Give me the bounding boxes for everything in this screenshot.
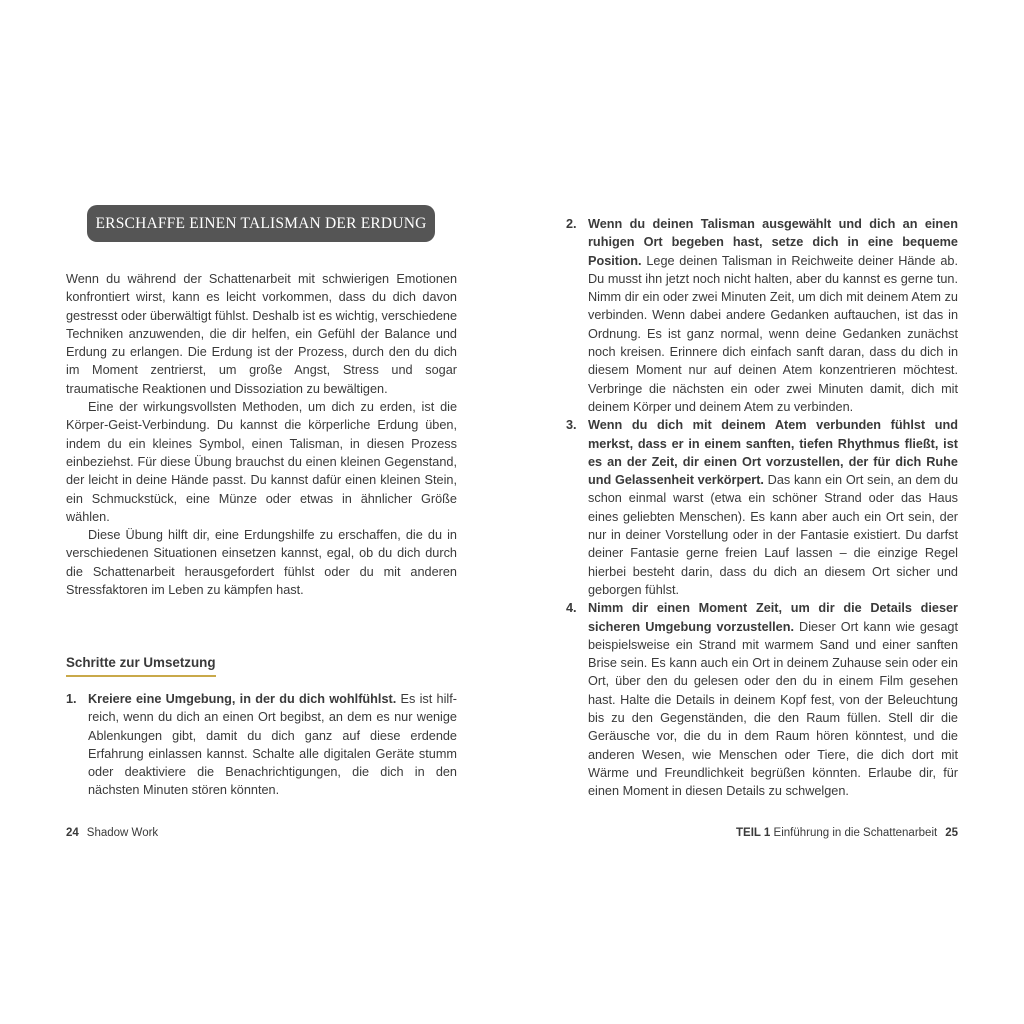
step-lead: Nimm dir einen Moment Zeit, um dir die Details dieser sicheren Umgebung vorzustellen. [588, 601, 958, 634]
steps-list-left [66, 690, 457, 800]
intro-paragraph-2: Eine der wirkungsvollsten Methoden, um dich zu erden, ist die Körper-Geist-Verbindung. Du kannst die körperliche Erdung üben, indem du ein kleines Symbol, einen Talisman, in diesen Prozess einbeziehst. Für diese Übung brauchst du einen kleinen Gegenstand, der leicht in deine Hände passt. Du kannst dafür einen kleinen Stein, ein Schmuckstück, eine Münze oder etwas in ähnlicher Größe wählen. [66, 400, 457, 524]
step-lead: Wenn du dich mit deinem Atem verbunden fühlst und merkst, dass er in einem sanften, tiefen Rhythmus fließt, ist es an der Zeit, dir einen Ort vorzustellen, der für dich Ruhe und Gelassenheit verkörpert. [588, 418, 958, 488]
step-number: 2. [566, 217, 577, 231]
intro-paragraph-3: Diese Übung hilft dir, eine Erdungshilfe zu erschaffen, die du in verschiedenen Situationen einsetzen kannst, egal, ob du dich durch die Schattenarbeit herausgefordert fühlst oder du mit anderen Stressfaktoren im Leben zu kämpfen hast. [66, 528, 457, 598]
step-text: Dieser Ort kann wie gesagt beispielsweise ein Strand mit warmem Sand und einer sanften Brise sein. Es kann auch ein Ort in deinem Zuhause sein oder ein Ort, über den du gelesen oder den du in einem Film gesehen hast. Halte die Details in deinem Kopf fest, von der Beleuchtung bis zu den Gegenständen, die den Raum füllen. Stell dir die Geräusche vor, die du in dem Raum hören könntest, und die anderen Wesen, wie Menschen oder Tiere, die dich dort mit Wärme und Freundlichkeit begrüßen könnten. Erlaube dir, für einen Moment in diesen Details zu schwelgen. [588, 619, 958, 799]
part-label: TEIL 1 [736, 827, 771, 839]
steps-list-right [566, 215, 958, 801]
book-title: Shadow Work [86, 827, 159, 839]
page-number: 25 [945, 827, 958, 839]
section-banner: ERSCHAFFE EINEN TALISMAN DER ERDUNG [87, 205, 435, 242]
step-text: Lege deinen Talisman in Reichweite deiner Hände ab. Du musst ihn jetzt noch nicht halten, aber du kannst es gerne tun. Nimm dir ein oder zwei Minuten Zeit, um dich mit deinem Atem zu verbinden. Wenn dabei andere Gedanken auftauchen, ist das in Ordnung. Es ist ganz normal, wenn deine Gedanken zunächst noch kreisen. Erinnere dich einfach sanft daran, dass du dich in diesem Moment nur auf deinen Atem konzentrieren möchtest. Verbringe die nächsten ein oder zwei Minuten damit, dich mit deinem Körper und deinem Atem zu verbinden. [588, 253, 958, 414]
step-item-4 [566, 599, 958, 800]
step-lead: Kreiere eine Umgebung, in der du dich wohlfühlst. [88, 692, 397, 706]
step-text: Das kann ein Ort sein, an dem du schon einmal warst (etwa ein schöner Strand oder das Haus eines geliebten Menschen). Es kann aber auch ein Ort sein, der nur in deiner Vorstellung oder in der Fantasie existiert. Du darfst deiner Fantasie gerne freien Lauf lassen – die einzige Regel hierbei besteht darin, dass du dich an diesem Ort sicher und geborgen fühlst. [588, 473, 958, 597]
chapter-title: Einführung in die Schattenarbeit [773, 827, 938, 839]
step-lead: Wenn du deinen Talisman ausgewählt und dich an einen ruhigen Ort begeben hast, setze dich in eine bequeme Position. [588, 217, 958, 268]
footer-right [736, 824, 958, 842]
step-item-1 [66, 690, 457, 800]
left-page [66, 0, 457, 1024]
step-number: 3. [566, 418, 577, 433]
intro-text [66, 270, 457, 599]
intro-paragraph-1: Wenn du während der Schattenarbeit mit schwierigen Emotionen konfrontiert wirst, kann es leicht vorkommen, dass du dich davon gestresst oder überwältigt fühlst. Deshalb ist es wichtig, verschiedene Techniken anzuwenden, die dir helfen, ein Gefühl der Balance und Erdung zu erlangen. Die Erdung ist der Prozess, durch den du dich im Moment zentrierst, um große Angst, Stress und sogar traumatische Reaktionen und Dissoziation zu bewältigen. [66, 272, 457, 396]
step-item-3 [566, 416, 958, 599]
footer-left [66, 824, 158, 842]
steps-subheading: Schritte zur Umsetzung [66, 654, 216, 677]
step-number: 1. [66, 692, 77, 706]
step-text: Es ist hilfreich, wenn du dich an einen Ort begibst, an dem es nur wenige Ablenkungen gibt, damit du dich ganz auf diese erdende Erfahrung einlassen kannst. Schalte alle digitalen Geräte stumm oder deaktiviere die Benachrichtigungen, die dich in den nächsten Minuten stören könnten. [88, 692, 457, 798]
page-number: 24 [66, 827, 79, 839]
step-item-2 [566, 215, 958, 416]
right-page [566, 0, 958, 1024]
step-number: 4. [566, 601, 577, 616]
